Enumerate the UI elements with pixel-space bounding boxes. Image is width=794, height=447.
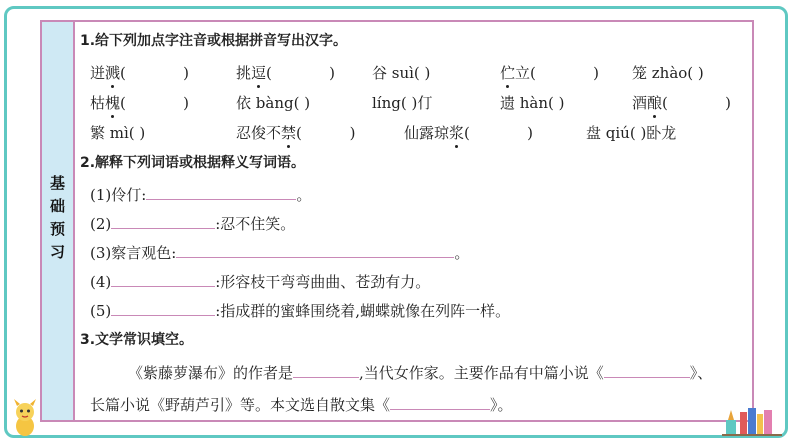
answer-blank[interactable] [146,185,296,200]
q1-r1-c2: 挑逗( ) [236,64,335,82]
answer-blank[interactable] [604,363,690,378]
q2-title: 2.解释下列词语或根据释义写词语。 [80,155,306,171]
q1-r1-c4: 伫立( ) [500,64,599,82]
mascot-icon [10,398,40,438]
q2-item-1: (1)伶仃: 。 [90,186,312,204]
sidebar-label: 基础预习 [48,175,66,267]
q1-r2-c4: 遗 hàn( ) [500,94,565,112]
answer-blank[interactable] [111,301,215,316]
answer-blank[interactable] [111,272,215,287]
q1-title: 1.给下列加点字注音或根据拼音写出汉字。 [80,33,348,49]
q2-item-3: (3)察言观色: 。 [90,244,470,262]
q1-r3-c3: 仙露琼浆( ) [404,124,533,142]
q1-r1-c5: 笼 zhào( ) [632,64,704,82]
q1-r1-c3: 谷 suì( ) [372,64,431,82]
q1-r3-c4: 盘 qiú( )卧龙 [586,124,677,142]
answer-blank[interactable] [293,363,359,378]
q1-r1-c1: 迸溅( ) [90,64,189,82]
sidebar [42,22,75,420]
q3-line-2: 长篇小说《野葫芦引》等。本文选自散文集《 》。 [90,396,513,414]
q1-r2-c2: 依 bàng( ) [236,94,311,112]
content [76,22,752,420]
q3-title: 3.文学常识填空。 [80,332,194,348]
q1-r3-c1: 繁 mì( ) [90,124,146,142]
q2-item-2: (2) :忍不住笑。 [90,215,296,233]
q1-r2-c3: líng( )仃 [372,94,433,112]
answer-blank[interactable] [176,243,454,258]
q1-r2-c5: 酒酿( ) [632,94,731,112]
answer-blank[interactable] [390,395,490,410]
exercise-box [40,20,754,422]
q1-r3-c2: 忍俊不禁( ) [236,124,356,142]
answer-blank[interactable] [111,214,215,229]
q2-item-5: (5) :指成群的蜜蜂围绕着,蝴蝶就像在列阵一样。 [90,302,511,320]
q2-item-4: (4) :形容枝干弯弯曲曲、苍劲有力。 [90,273,431,291]
books-icon [722,404,782,436]
q1-r2-c1: 枯槐( ) [90,94,189,112]
q3-line-1: 《紫藤萝瀑布》的作者是 ,当代女作家。主要作品有中篇小说《 》、 [128,364,713,382]
